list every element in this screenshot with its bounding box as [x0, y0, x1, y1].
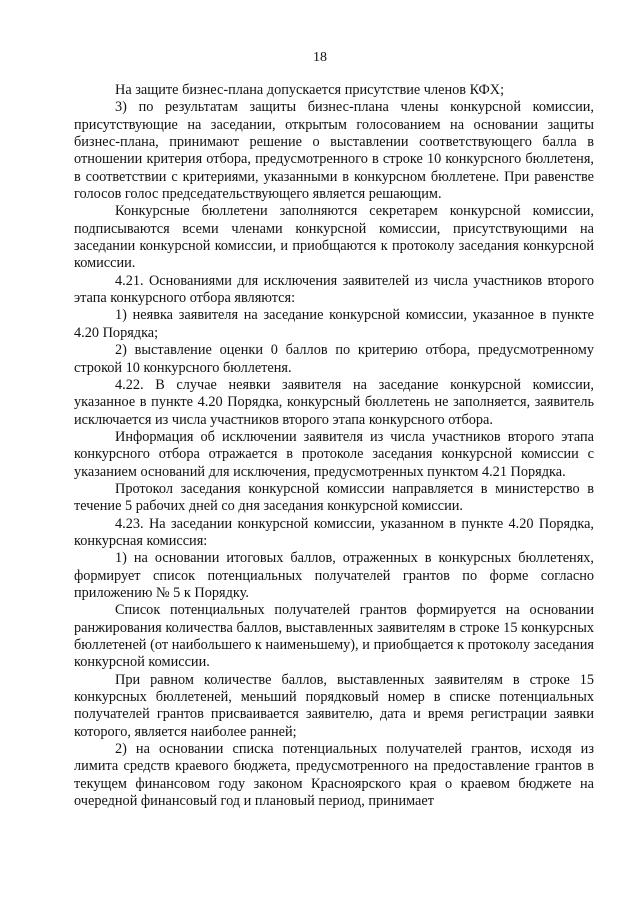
paragraph-kfh-attendance: На защите бизнес-плана допускается присутствие членов КФХ; — [115, 82, 505, 98]
paragraph-clause-4-23-item-2: 2) на основании списка потенциальных получателей грантов, исходя из лимита средств краевого бюджета, предусмотренного на предоставление грантов в текущем финансовом году законом Красноярского края о краевом бюджете на очередной финансовый год и плановый период, принимает — [74, 741, 594, 810]
paragraph-ballots-completion: Конкурсные бюллетени заполняются секретарем конкурсной комиссии, подписываются всеми членами конкурсной комиссии, присутствующими на заседании конкурсной комиссии, и приобщаются к протоколу заседания конкурсной комиссии. — [74, 203, 594, 272]
document-body — [74, 82, 594, 810]
paragraph-protocol-submission: Протокол заседания конкурсной комиссии направляется в министерство в течение 5 рабочих дней со дня заседания конкурсной комиссии. — [74, 480, 594, 515]
paragraph-clause-4-23-item-1: 1) на основании итоговых баллов, отраженных в конкурсных бюллетенях, формирует список потенциальных получателей грантов по форме согласно приложению № 5 к Порядку. — [74, 550, 594, 601]
page-number: 18 — [313, 50, 327, 65]
paragraph-ranking-list: Список потенциальных получателей грантов формируется на основании ранжирования количества баллов, выставленных заявителям в строке 15 конкурсных бюллетеней (от наибольшего к наименьшему), и приобщается к протоколу заседания конкурсной комиссии. — [74, 602, 594, 671]
paragraph-exclusion-info: Информация об исключении заявителя из числа участников второго этапа конкурсного отбора отражается в протоколе заседания конкурсной комиссии с указанием оснований для исключения, предусмотренных пунктом 4.21 Порядка. — [74, 428, 594, 480]
paragraph-clause-4-21-item-1: 1) неявка заявителя на заседание конкурсной комиссии, указанное в пункте 4.20 Порядка; — [74, 307, 594, 341]
paragraph-clause-4-21-item-2: 2) выставление оценки 0 баллов по критерию отбора, предусмотренному строкой 10 конкурсного бюллетеня. — [74, 342, 594, 376]
paragraph-item-3-voting: 3) по результатам защиты бизнес-плана члены конкурсной комиссии, присутствующие на заседании, открытым голосованием на основании защиты бизнес-плана, принимают решение о выставлении соответствующего балла в отношении критерия отбора, предусмотренного в строке 10 конкурсного бюллетеня, в соответствии с критериями, указанными в конкурсном бюллетене. При равенстве голосов голос председательствующего является решающим. — [74, 99, 594, 203]
paragraph-clause-4-21: 4.21. Основаниями для исключения заявителей из числа участников второго этапа конкурсного отбора являются: — [74, 272, 594, 307]
paragraph-equal-scores: При равном количестве баллов, выставленных заявителям в строке 15 конкурсных бюллетеней, меньший порядковый номер в списке потенциальных получателей грантов присваивается заявителю, дата и время регистрации заявки которого, является наиболее ранней; — [74, 671, 594, 740]
paragraph-clause-4-22: 4.22. В случае неявки заявителя на заседание конкурсной комиссии, указанное в пункте 4.20 Порядка, конкурсный бюллетень не заполняется, заявитель исключается из числа участников второго этапа конкурсного отбора. — [74, 376, 594, 428]
paragraph-clause-4-23: 4.23. На заседании конкурсной комиссии, указанном в пункте 4.20 Порядка, конкурсная комиссия: — [74, 515, 594, 549]
